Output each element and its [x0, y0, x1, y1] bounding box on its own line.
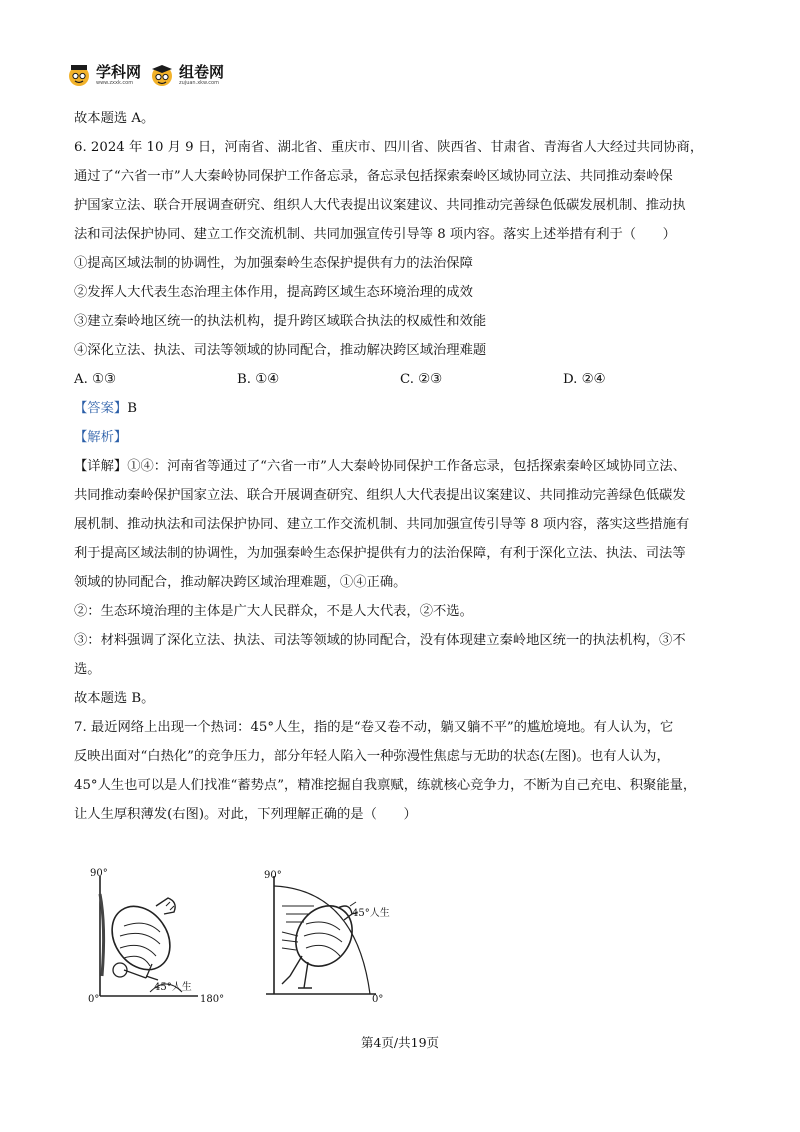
- detail-line: 领域的协同配合，推动解决跨区域治理难题，①④正确。: [74, 575, 407, 590]
- detail-line: 共同推动秦岭保护国家立法、联合开展调查研究、组织人大代表提出议案建议、共同推动完善绿色低碳发: [74, 488, 686, 503]
- document-body: [74, 104, 734, 829]
- question-6-line: 通过了“六省一市”人大秦岭协同保护工作备忘录，备忘录包括探索秦岭区域协同立法、共同推动秦岭保: [74, 169, 673, 184]
- statement-1: ①提高区域法制的协调性，为加强秦岭生态保护提供有力的法治保障: [74, 256, 473, 271]
- right-0-label: 0°: [372, 994, 384, 1005]
- question-7-line: 7. 最近网络上出现一个热词：45°人生，指的是“卷又卷不动，躺又躺不平”的尴尬境地。有人认为，它: [74, 720, 674, 735]
- option-a: A. ①③: [74, 372, 116, 387]
- explanation-line: 选。: [74, 662, 101, 677]
- right-90-label: 90°: [264, 870, 282, 881]
- answer-tag: 【答案】: [74, 401, 128, 416]
- answer-value: B: [127, 401, 137, 416]
- page-footer: 第4页/共19页: [360, 1035, 440, 1050]
- option-c: C. ②③: [400, 372, 442, 387]
- left-180-label: 180°: [200, 994, 225, 1005]
- option-b: B. ①④: [237, 372, 280, 387]
- question-7-line: 反映出面对“白热化”的竞争压力，部分年轻人陷入一种弥漫性焦虑与无助的状态(左图)。也有人认为，: [74, 749, 670, 764]
- question-6-line: 护国家立法、联合开展调查研究、组织人大代表提出议案建议、共同推动完善绿色低碳发展机制、推动执: [74, 198, 686, 213]
- detail-line: [74, 452, 734, 481]
- left-0-label: 0°: [88, 994, 100, 1005]
- cartoon-figures: [86, 866, 426, 1015]
- explanation-line: ③：材料强调了深化立法、执法、司法等领域的协同配合，没有体现建立秦岭地区统一的执法机构，③不: [74, 633, 686, 648]
- logo2-sub: zujuan.xkw.com: [179, 79, 219, 86]
- detail-line: 展机制、推动执法和司法保护协同、建立工作交流机制、共同加强宣传引导等 8 项内容，落实这些措施有: [74, 517, 690, 532]
- question-6-line: 6. 2024 年 10 月 9 日，河南省、湖北省、重庆市、四川省、陕西省、甘肃省、青海省人大经过共同协商，: [74, 140, 704, 155]
- answer-options: [74, 365, 734, 394]
- answer-line: [74, 394, 734, 423]
- mascot-icon: [149, 62, 175, 88]
- detail-text: ①④：河南省等通过了“六省一市”人大秦岭协同保护工作备忘录，包括探索秦岭区域协同立法、: [127, 459, 686, 474]
- mascot-icon: [66, 62, 92, 88]
- explanation-line: ②：生态环境治理的主体是广大人民群众，不是人大代表，②不选。: [74, 604, 473, 619]
- cartoon-illustration: [86, 866, 426, 1011]
- option-d: D. ②④: [563, 372, 606, 387]
- zujuan-logo: [149, 62, 224, 88]
- statement-3: ③建立秦岭地区统一的执法机构，提升跨区域联合执法的权威性和效能: [74, 314, 487, 329]
- zxxk-logo: [66, 62, 141, 88]
- left-figure-label: 45°人生: [154, 982, 192, 993]
- question-6-line: 法和司法保护协同、建立工作交流机制、共同加强宣传引导等 8 项内容。落实上述举措有利于（ ）: [74, 227, 676, 242]
- logo1-sub: www.zxxk.com: [96, 79, 134, 86]
- text-line: 故本题选 B。: [74, 691, 155, 706]
- logo2-text: 组卷网: [179, 62, 225, 81]
- logo1-text: 学科网: [96, 62, 142, 81]
- statement-4: ④深化立法、执法、司法等领域的协同配合，推动解决跨区域治理难题: [74, 343, 487, 358]
- header-logos: [66, 60, 224, 90]
- detail-tag: 【详解】: [74, 459, 128, 474]
- detail-line: 利于提高区域法制的协调性，为加强秦岭生态保护提供有力的法治保障，有利于深化立法、执法、司法等: [74, 546, 686, 561]
- left-90-label: 90°: [90, 868, 108, 879]
- right-figure-label: 45°人生: [352, 908, 390, 919]
- question-7-line: 让人生厚积薄发(右图)。对此，下列理解正确的是（ ）: [74, 807, 417, 822]
- text-line: 故本题选 A。: [74, 111, 155, 126]
- question-7-line: 45°人生也可以是人们找准“蓄势点”，精准挖掘自我禀赋，练就核心竞争力，不断为自己充电、积聚能量，: [74, 778, 697, 793]
- statement-2: ②发挥人大代表生态治理主体作用，提高跨区域生态环境治理的成效: [74, 285, 473, 300]
- analysis-tag: 【解析】: [74, 430, 128, 445]
